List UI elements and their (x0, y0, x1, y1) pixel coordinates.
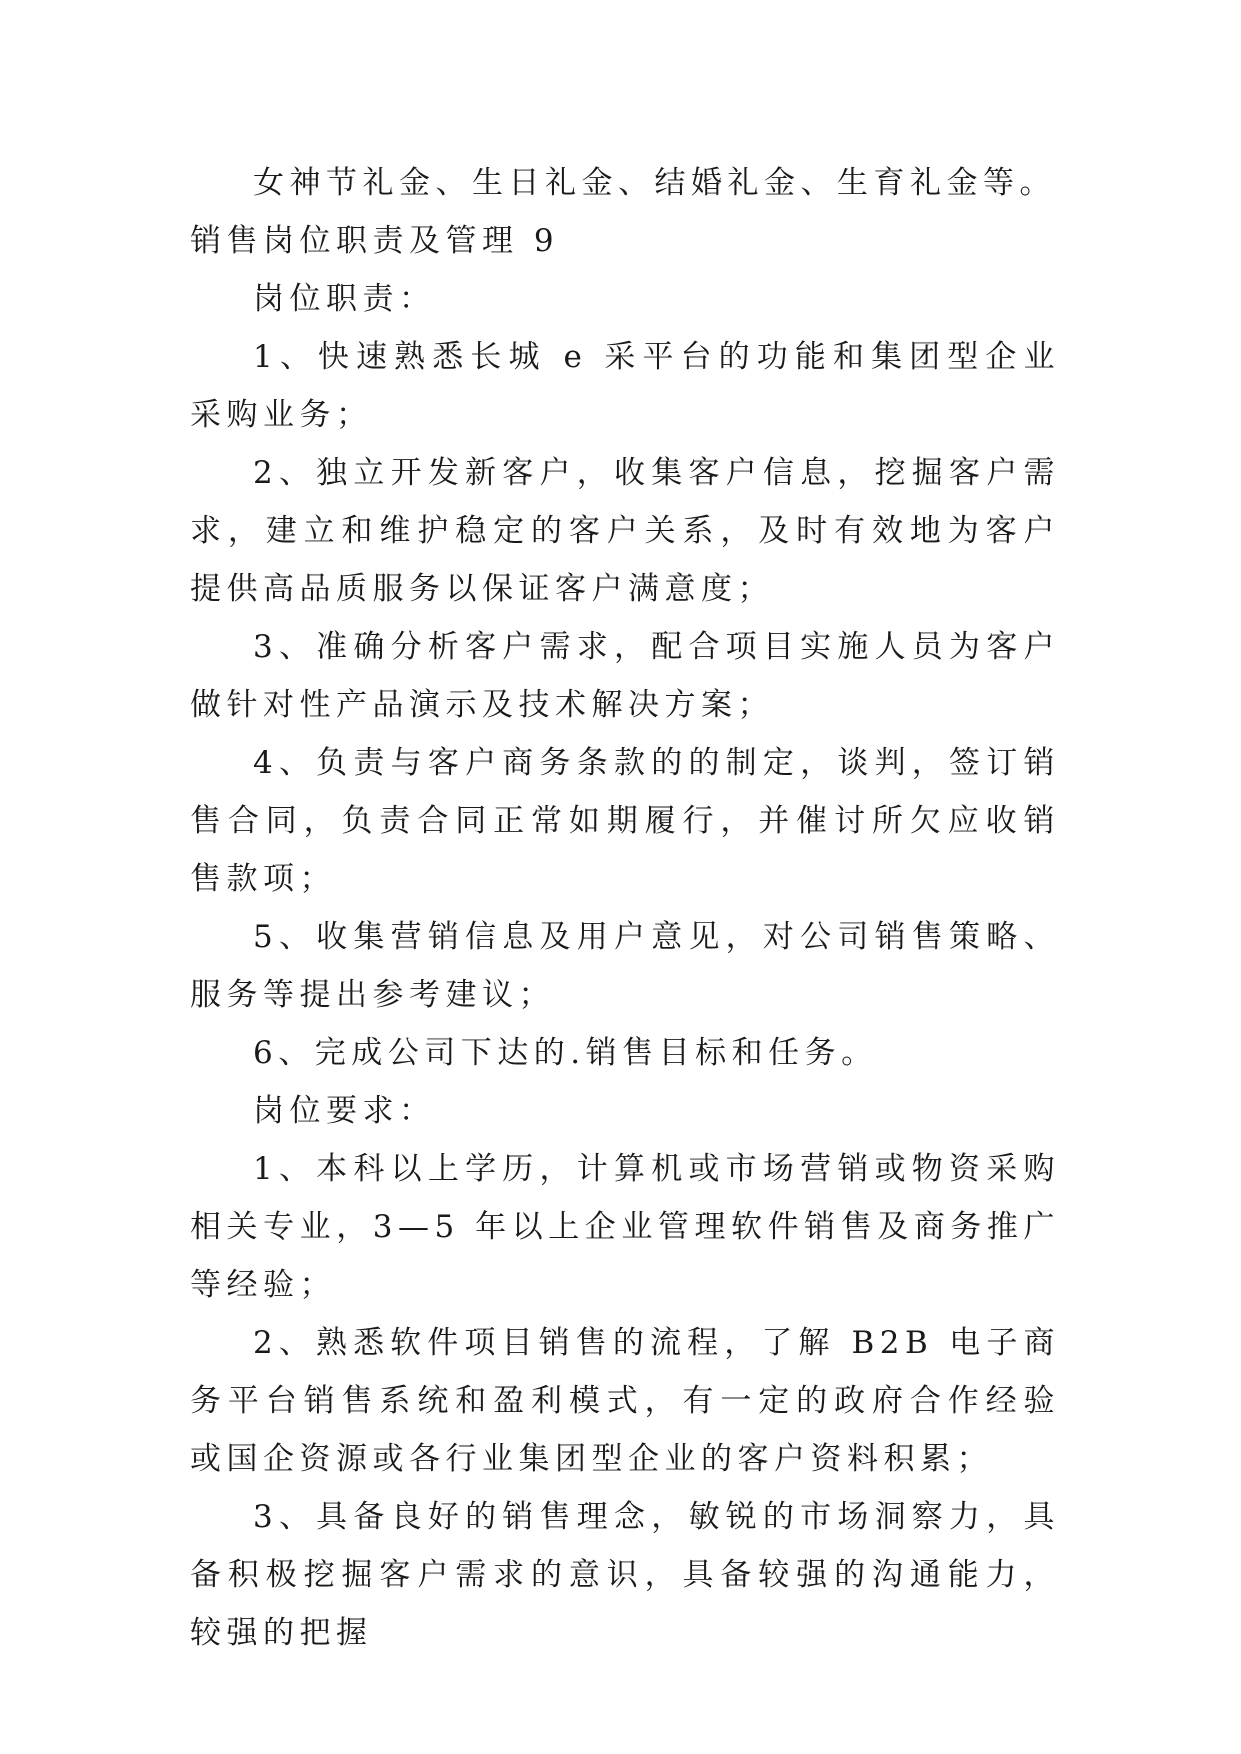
duty-item-4: 4、负责与客户商务条款的的制定，谈判，签订销售合同，负责合同正常如期履行，并催讨所欠应收销售款项； (190, 745, 1060, 897)
duty-item-2: 2、独立开发新客户，收集客户信息，挖掘客户需求，建立和维护稳定的客户关系，及时有效地为客户提供高品质服务以保证客户满意度； (190, 455, 1060, 607)
duty-item-6: 6、完成公司下达的.销售目标和任务。 (253, 1035, 878, 1071)
duties-heading: 岗位职责： (253, 281, 436, 317)
document-body (190, 154, 1060, 1662)
requirements-heading: 岗位要求： (253, 1093, 436, 1129)
requirement-item-3: 3、具备良好的销售理念，敏锐的市场洞察力，具备积极挖掘客户需求的意识，具备较强的沟通能力，较强的把握 (190, 1499, 1060, 1651)
section-title: 销售岗位职责及管理 9 (190, 223, 560, 259)
continuation-paragraph: 女神节礼金、生日礼金、结婚礼金、生育礼金等。 (253, 165, 1056, 201)
duty-item-1: 1、快速熟悉长城 e 采平台的功能和集团型企业采购业务； (190, 339, 1060, 433)
requirement-item-1: 1、本科以上学历，计算机或市场营销或物资采购相关专业，3—5 年以上企业管理软件销售及商务推广等经验； (190, 1151, 1060, 1303)
requirement-item-2: 2、熟悉软件项目销售的流程，了解 B2B 电子商务平台销售系统和盈利模式，有一定的政府合作经验或国企资源或各行业集团型企业的客户资料积累； (190, 1325, 1060, 1477)
duty-item-5: 5、收集营销信息及用户意见，对公司销售策略、服务等提出参考建议； (190, 919, 1060, 1013)
duty-item-3: 3、准确分析客户需求，配合项目实施人员为客户做针对性产品演示及技术解决方案； (190, 629, 1060, 723)
